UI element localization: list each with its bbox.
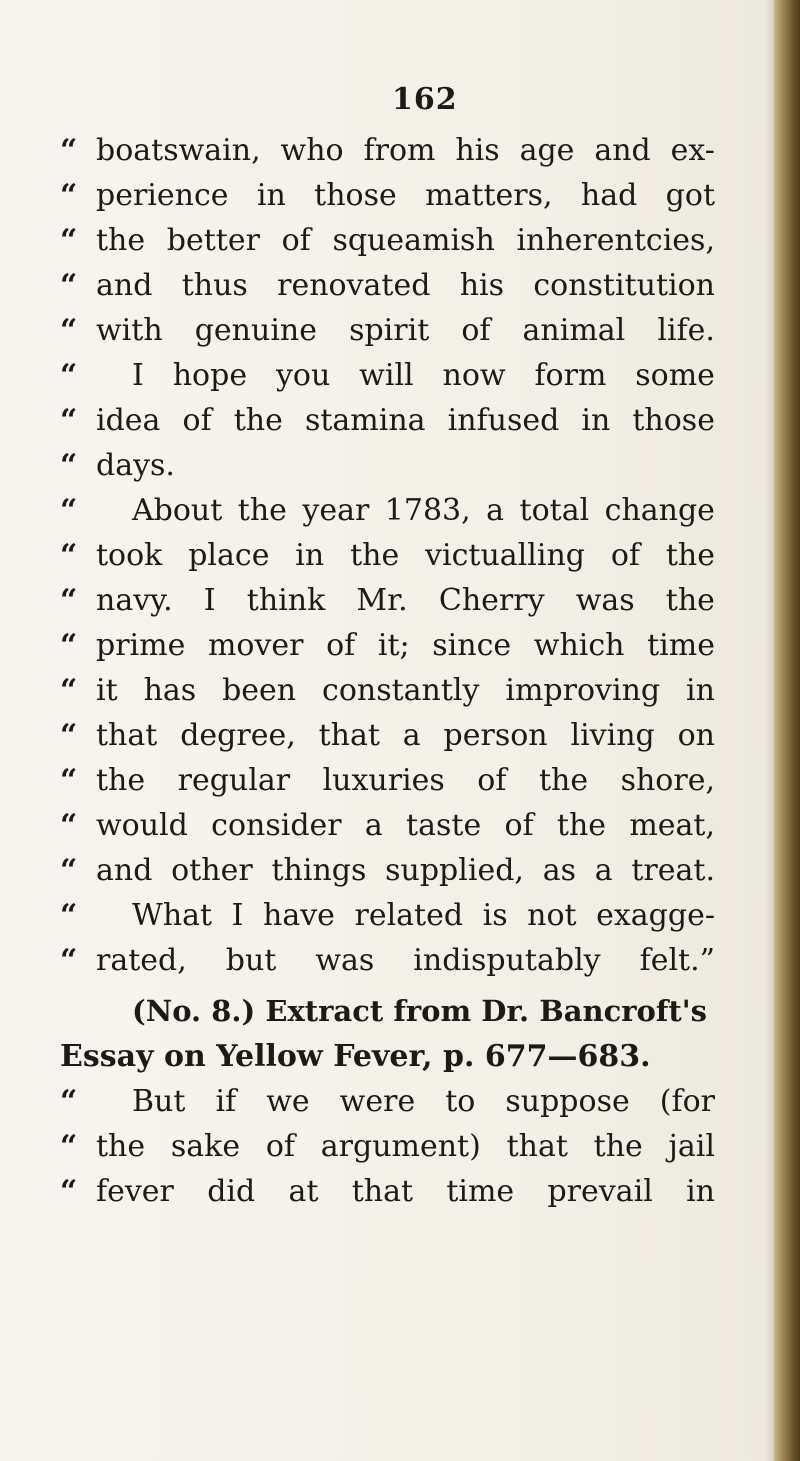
word: About	[132, 493, 223, 528]
open-quote-mark: “	[60, 1174, 78, 1209]
word: the	[593, 1129, 643, 1164]
word: animal	[522, 313, 626, 348]
word: life.	[657, 313, 715, 348]
word: constitution	[533, 268, 715, 303]
word: the	[350, 538, 400, 573]
word: we	[266, 1084, 310, 1119]
open-quote-mark: “	[60, 493, 78, 528]
word: of	[461, 313, 491, 348]
open-quote-mark: “	[60, 133, 78, 168]
word: hope	[172, 358, 248, 393]
word: but	[225, 943, 277, 978]
word: But	[132, 1084, 186, 1119]
word: matters,	[425, 178, 553, 213]
word: suppose	[505, 1084, 630, 1119]
word: boatswain,	[96, 133, 261, 168]
word: you	[275, 358, 331, 393]
word: now	[442, 358, 506, 393]
word: had	[580, 178, 638, 213]
word: felt.”	[639, 943, 715, 978]
word: mover	[207, 628, 304, 663]
line-text	[96, 128, 715, 173]
line-text	[96, 263, 715, 308]
text-line	[60, 263, 715, 308]
word: that	[351, 1174, 414, 1209]
word: genuine	[194, 313, 317, 348]
line-text	[96, 758, 715, 803]
word: related	[354, 898, 464, 933]
word: to	[445, 1084, 476, 1119]
indent-spacer	[96, 353, 132, 398]
word: since	[432, 628, 512, 663]
line-text	[96, 803, 715, 848]
word: of	[504, 808, 534, 843]
text-line	[60, 1079, 715, 1124]
word: What	[132, 898, 213, 933]
page-edge	[774, 0, 800, 1461]
word: shore,	[620, 763, 715, 798]
word: his	[455, 133, 500, 168]
word: some	[635, 358, 715, 393]
word: in	[256, 178, 286, 213]
text-line	[60, 713, 715, 758]
line-text	[96, 713, 715, 758]
word: the	[538, 763, 589, 798]
word: supplied,	[385, 853, 524, 888]
line-text	[96, 218, 715, 263]
word: idea	[96, 403, 161, 438]
word: better	[166, 223, 260, 258]
word: prime	[96, 628, 186, 663]
word: not	[527, 898, 577, 933]
word: has	[143, 673, 197, 708]
extract-heading-line-2: Essay on Yellow Fever, p. 677—683.	[60, 1039, 651, 1074]
open-quote-mark: “	[60, 403, 78, 438]
page-number: 162	[392, 82, 458, 117]
word: think	[246, 583, 326, 618]
line-text	[96, 308, 715, 353]
line-text: days.	[96, 448, 175, 483]
open-quote-mark: “	[60, 1084, 78, 1119]
word: change	[604, 493, 715, 528]
word: did	[207, 1174, 256, 1209]
text-line	[60, 533, 715, 578]
text-line	[60, 848, 715, 893]
word: fever	[96, 1174, 174, 1209]
text-line	[60, 308, 715, 353]
line-text	[96, 578, 715, 623]
word: inherentcies,	[516, 223, 715, 258]
open-quote-mark: “	[60, 178, 78, 213]
text-line	[60, 128, 715, 173]
word: perience	[96, 178, 229, 213]
word: regular	[177, 763, 291, 798]
word: total	[519, 493, 590, 528]
line-text	[96, 1124, 715, 1169]
word: was	[575, 583, 635, 618]
open-quote-mark: “	[60, 673, 78, 708]
word: in	[686, 673, 715, 708]
indent-spacer	[96, 1079, 132, 1124]
line-text	[96, 938, 715, 983]
word: I	[203, 583, 216, 618]
open-quote-mark: “	[60, 628, 78, 663]
word: as	[542, 853, 576, 888]
word: taste	[406, 808, 482, 843]
word: time	[647, 628, 715, 663]
word: who	[280, 133, 344, 168]
word: victualling	[425, 538, 585, 573]
word: luxuries	[322, 763, 445, 798]
word: I	[231, 898, 244, 933]
word: in	[295, 538, 325, 573]
word: degree,	[180, 718, 296, 753]
word: Cherry	[438, 583, 545, 618]
word: infused	[447, 403, 560, 438]
word: I	[132, 358, 144, 393]
word: in	[581, 403, 611, 438]
word: in	[686, 1174, 715, 1209]
word: of	[610, 538, 640, 573]
word: a	[486, 493, 505, 528]
word: Mr.	[356, 583, 408, 618]
line-text	[96, 173, 715, 218]
indent-spacer	[96, 893, 132, 938]
word: year	[302, 493, 370, 528]
word: his	[459, 268, 505, 303]
page-gutter-shadow	[764, 0, 774, 1461]
word: treat.	[631, 853, 715, 888]
word: the	[665, 583, 715, 618]
word: person	[443, 718, 548, 753]
open-quote-mark: “	[60, 718, 78, 753]
word: will	[359, 358, 414, 393]
text-line	[60, 758, 715, 803]
word: improving	[505, 673, 661, 708]
word: the	[96, 1129, 146, 1164]
word: argument)	[320, 1129, 481, 1164]
word: would	[96, 808, 188, 843]
text-line	[60, 803, 715, 848]
word: age	[519, 133, 575, 168]
line-text	[96, 623, 715, 668]
word: form	[534, 358, 607, 393]
open-quote-mark: “	[60, 268, 78, 303]
text-line	[60, 578, 715, 623]
word: from	[363, 133, 436, 168]
word: the	[665, 538, 715, 573]
word: took	[96, 538, 163, 573]
word: have	[263, 898, 335, 933]
word: of	[182, 403, 212, 438]
word: those	[632, 403, 715, 438]
word: which	[533, 628, 625, 663]
line-text	[132, 1079, 715, 1124]
word: is	[482, 898, 508, 933]
body-text	[60, 128, 715, 1214]
word: a	[402, 718, 421, 753]
text-line	[60, 623, 715, 668]
word: was	[315, 943, 375, 978]
word: the	[556, 808, 607, 843]
word: a	[364, 808, 383, 843]
line-text	[96, 1169, 715, 1214]
word: squeamish	[332, 223, 495, 258]
word: consider	[211, 808, 342, 843]
word: on	[677, 718, 715, 753]
word: that	[318, 718, 380, 753]
word: navy.	[96, 583, 173, 618]
word: that	[506, 1129, 568, 1164]
word: and	[594, 133, 651, 168]
text-line	[60, 1124, 715, 1169]
open-quote-mark: “	[60, 223, 78, 258]
text-line	[60, 353, 715, 398]
word: of	[281, 223, 311, 258]
word: meat,	[629, 808, 715, 843]
text-line	[60, 398, 715, 443]
word: place	[188, 538, 270, 573]
open-quote-mark: “	[60, 763, 78, 798]
word: other	[171, 853, 253, 888]
word: living	[570, 718, 655, 753]
open-quote-mark: “	[60, 313, 78, 348]
text-line	[60, 443, 715, 488]
open-quote-mark: “	[60, 358, 78, 393]
word: at	[288, 1174, 319, 1209]
indent-spacer	[96, 488, 132, 533]
line-text	[96, 398, 715, 443]
word: things	[271, 853, 367, 888]
open-quote-mark: “	[60, 808, 78, 843]
word: those	[314, 178, 397, 213]
open-quote-mark: “	[60, 943, 78, 978]
line-text	[132, 893, 715, 938]
word: the	[233, 403, 283, 438]
text-line	[60, 1169, 715, 1214]
word: a	[594, 853, 613, 888]
word: time	[446, 1174, 515, 1209]
word: stamina	[304, 403, 426, 438]
line-text	[132, 353, 715, 398]
word: got	[665, 178, 715, 213]
word: it;	[377, 628, 410, 663]
word: (for	[659, 1084, 715, 1119]
word: rated,	[96, 943, 187, 978]
word: that	[96, 718, 158, 753]
extract-heading-line-1: (No. 8.) Extract from Dr. Bancroft's	[132, 994, 707, 1028]
word: the	[96, 223, 146, 258]
word: ex-	[670, 133, 715, 168]
text-line	[60, 488, 715, 533]
text-line	[60, 218, 715, 263]
word: the	[96, 763, 146, 798]
text-line	[60, 668, 715, 713]
word: if	[215, 1084, 237, 1119]
word: jail	[668, 1129, 715, 1164]
word: prevail	[547, 1174, 653, 1209]
open-quote-mark: “	[60, 538, 78, 573]
word: thus	[181, 268, 248, 303]
line-text	[96, 848, 715, 893]
word: spirit	[349, 313, 430, 348]
word: it	[96, 673, 118, 708]
line-text	[96, 668, 715, 713]
word: sake	[170, 1129, 241, 1164]
open-quote-mark: “	[60, 1129, 78, 1164]
word: and	[96, 268, 153, 303]
line-text	[96, 533, 715, 578]
word: of	[265, 1129, 296, 1164]
word: exagge-	[596, 898, 715, 933]
word: indisputably	[413, 943, 601, 978]
text-line	[60, 938, 715, 983]
open-quote-mark: “	[60, 583, 78, 618]
word: constantly	[322, 673, 480, 708]
word: renovated	[277, 268, 431, 303]
text-line	[60, 173, 715, 218]
word: with	[96, 313, 163, 348]
open-quote-mark: “	[60, 898, 78, 933]
word: of	[477, 763, 507, 798]
word: 1783,	[384, 493, 471, 528]
word: and	[96, 853, 153, 888]
text-line	[60, 893, 715, 938]
word: the	[237, 493, 287, 528]
open-quote-mark: “	[60, 448, 78, 483]
open-quote-mark: “	[60, 853, 78, 888]
word: were	[339, 1084, 416, 1119]
line-text	[132, 488, 715, 533]
word: been	[222, 673, 297, 708]
word: of	[326, 628, 356, 663]
